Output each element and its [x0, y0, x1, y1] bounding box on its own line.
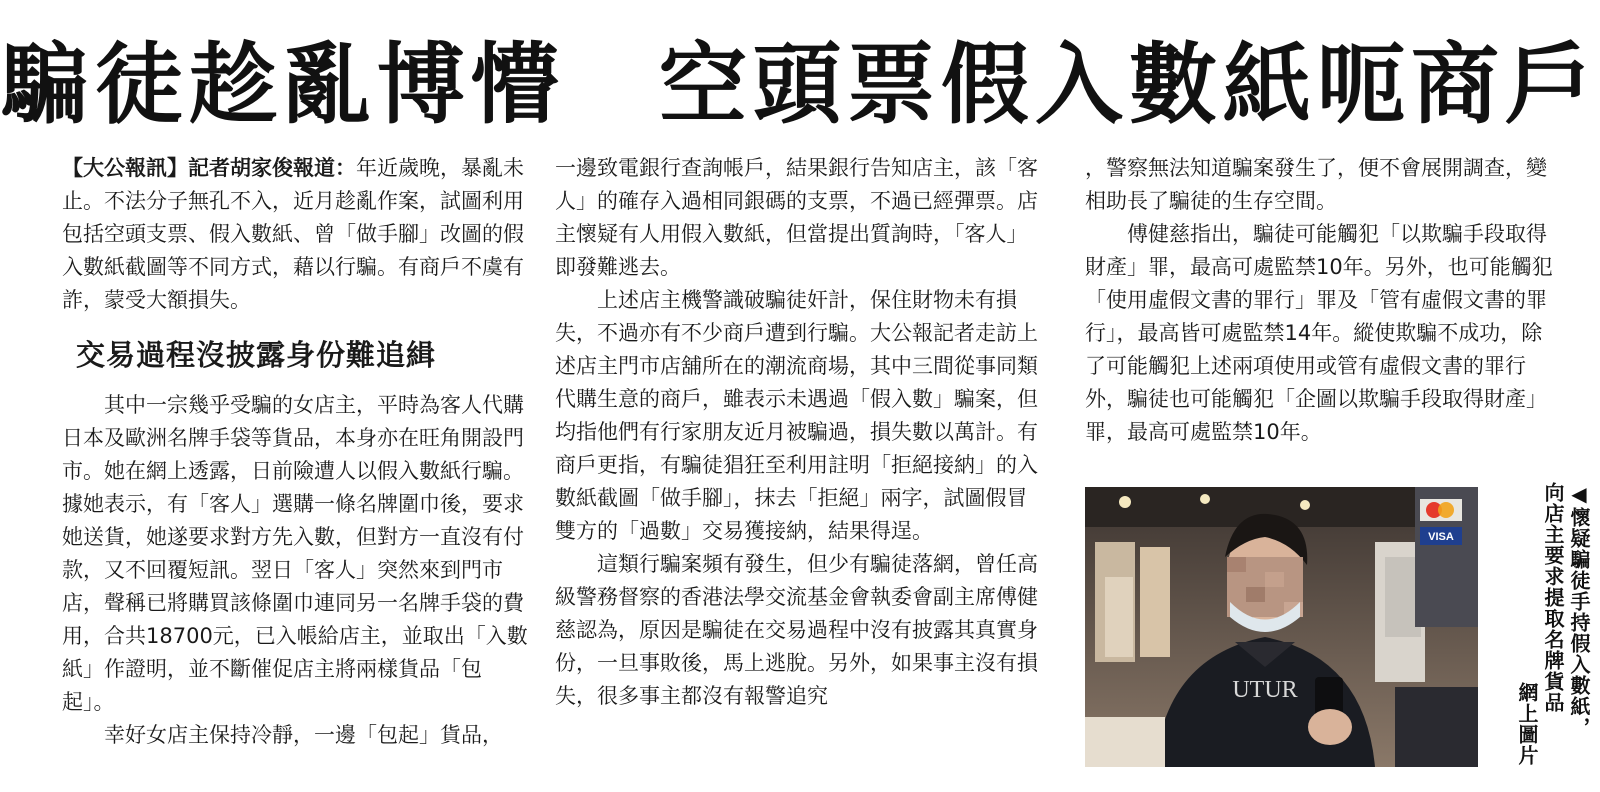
paragraph: 其中一宗幾乎受騙的女店主，平時為客人代購日本及歐洲名牌手袋等貨品，本身亦在旺角開設門市。她在網上透露，日前險遭人以假入數紙行騙。據她表示，有「客人」選購一條名牌圍巾後，要求她送貨，她遂要求對方先入數，但對方一直沒有付款，又不回覆短訊。翌日「客人」突然來到門市店，聲稱已將購買該條圍巾連同另一名牌手袋的費用，合共18700元，已入帳給店主，並取出「入數紙」作證明，並不斷催促店主將兩樣貨品「包起」。 [62, 393, 528, 714]
article-column-1 [62, 152, 532, 752]
visa-logo-text: VISA [1428, 531, 1454, 543]
lead-paragraph [62, 152, 532, 317]
shirt-text: UTUR [1232, 677, 1298, 703]
paragraph: 上述店主機警識破騙徒奸計，保住財物未有損失，不過亦有不少商戶遭到行騙。大公報記者走訪上述店主門市店舖所在的潮流商場，其中三間從事同類代購生意的商戶，雖表示未遇過「假入數」騙案，但均指他們有行家朋友近月被騙過，損失數以萬計。有商戶更指，有騙徒猖狂至利用註明「拒絕接納」的入數紙截圖「做手腳」，抹去「拒絕」兩字，試圖假冒雙方的「過數」交易獲接納，結果得逞。 [555, 288, 1038, 543]
paragraph: 這類行騙案頻有發生，但少有騙徒落網，曾任高級警務督察的香港法學交流基金會執委會副主席傅健慈認為，原因是騙徒在交易過程中沒有披露其真實身份，一旦事敗後，馬上逃脫。另外，如果事主沒有損失，很多事主都沒有報警追究 [555, 552, 1038, 708]
headline: 騙徒趁亂博懵 空頭票假入數紙呃商戶 [0, 33, 1599, 136]
caption-line-2: 向店主要求提取名牌貨品 [1541, 482, 1565, 713]
news-photo [1085, 487, 1478, 767]
paragraph: 傅健慈指出，騙徒可能觸犯「以欺騙手段取得財產」罪，最高可處監禁10年。另外，也可能觸犯「使用虛假文書的罪行」罪及「管有虛假文書的罪行」，最高皆可處監禁14年。縱使欺騙不成功，除了可能觸犯上述兩項使用或管有虛假文書的罪行外，騙徒也可能觸犯「企圖以欺騙手段取得財產」罪，最高可處監禁10年。 [1085, 222, 1553, 444]
article-column-3 [1085, 152, 1555, 449]
photo-credit: 網上圖片 [1515, 682, 1539, 766]
photo-caption [1481, 482, 1591, 782]
photo-illustration [1085, 487, 1478, 767]
subheading: 交易過程沒披露身份難追緝 [76, 338, 437, 372]
dateline: 【大公報訊】記者胡家俊報道： [62, 156, 356, 180]
paragraph: 幸好女店主保持冷靜，一邊「包起」貨品， [104, 723, 503, 747]
paragraph: 一邊致電銀行查詢帳戶，結果銀行告知店主，該「客人」的確存入過相同銀碼的支票，不過已經彈票。店主懷疑有人用假入數紙，但當提出質詢時，「客人」即發難逃去。 [555, 156, 1038, 279]
article-column-2 [555, 152, 1045, 713]
lead-text: 年近歲晚，暴亂未止。不法分子無孔不入，近月趁亂作案，試圖利用包括空頭支票、假入數紙、曾「做手腳」改圖的假入數紙截圖等不同方式，藉以行騙。有商戶不虞有詐，蒙受大額損失。 [62, 156, 524, 312]
caption-line-1: ◀懷疑騙徒手持假入數紙， [1567, 482, 1591, 738]
paragraph: ，警察無法知道騙案發生了，便不會展開調查，變相助長了騙徒的生存空間。 [1085, 156, 1547, 213]
